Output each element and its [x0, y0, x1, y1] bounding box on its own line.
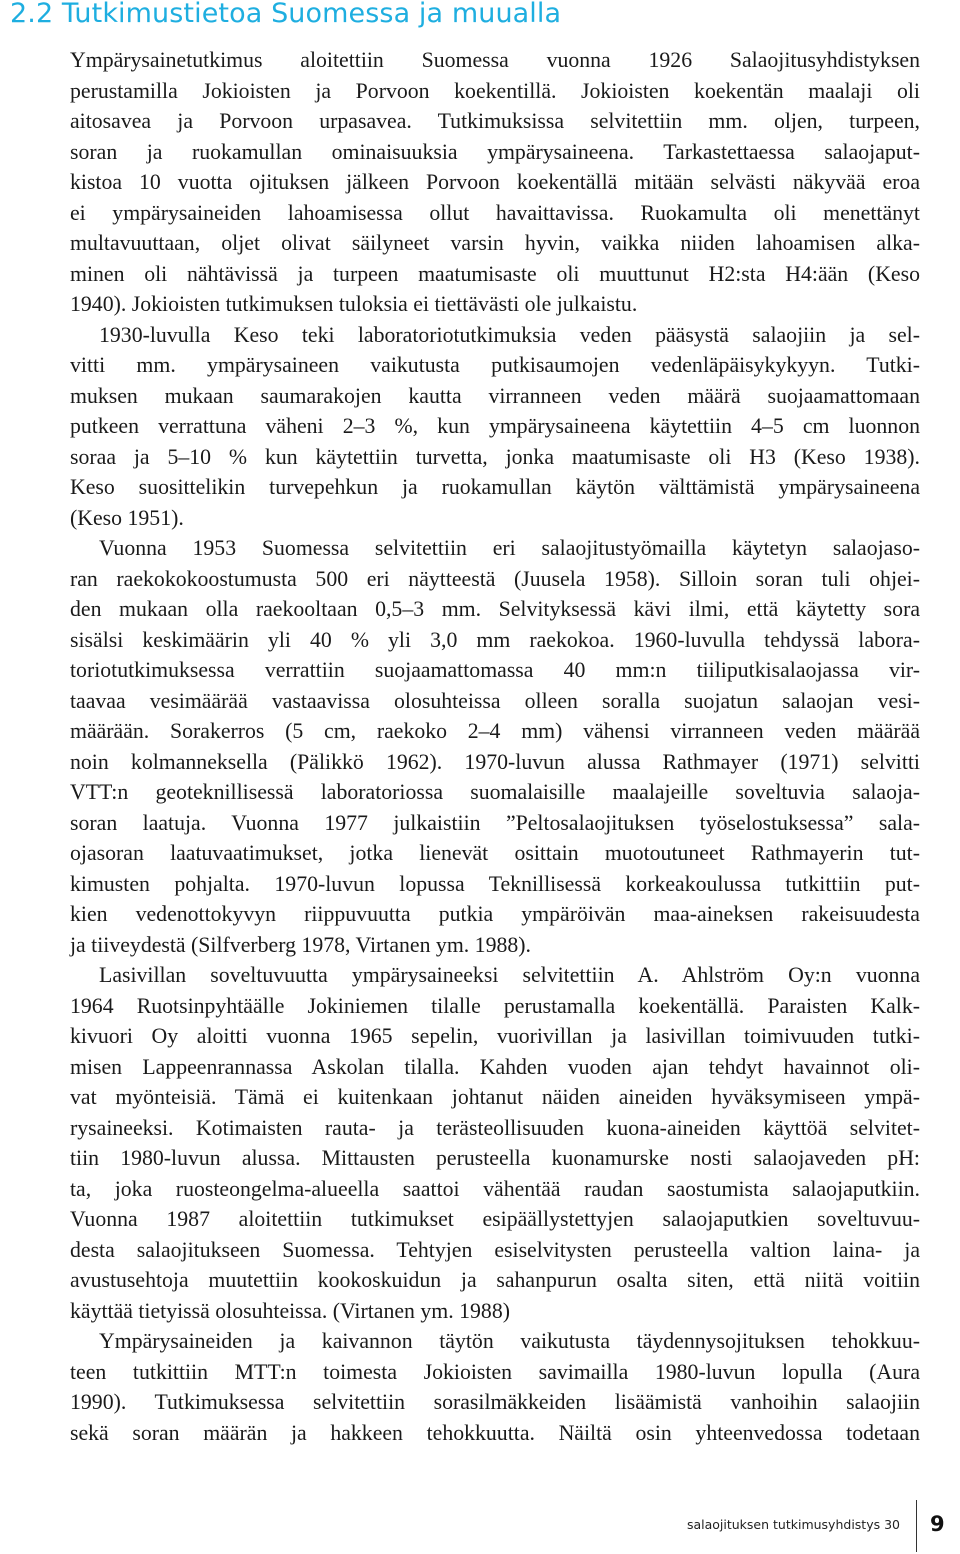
text-line: (Keso 1951).: [70, 505, 184, 530]
text-line: 1940). Jokioisten tutkimuksen tuloksia ei tiettävästi ole julkaistu.: [70, 292, 638, 316]
text-line: ojasoran laatuvaatimukset, jotka lienevät osittain muotoutuneet Rathmayerin tut-: [70, 841, 920, 865]
text-line: ei ympärysaineiden lahoamisessa ollut havaittavissa. Ruokamulta oli menettänyt: [70, 200, 920, 225]
text-line: muksen mukaan saumarakojen kautta virranneen veden määrä suojaamattomaan: [70, 383, 920, 408]
text-line: noin kolmanneksella (Pälikkö 1962). 1970-luvun alussa Rathmayer (1971) selvitti: [70, 749, 920, 774]
text-line: kimusten pohjalta. 1970-luvun lopussa Teknillisessä korkeakoulussa tutkittiin put-: [70, 871, 920, 896]
text-line: kien vedenottokyvyn riippuvuutta putkia ympäröivän maa-aineksen rakeisuudesta: [70, 902, 920, 926]
text-line: tiin 1980-luvun alussa. Mittausten perusteella kuonamurske nosti salaojaveden pH:: [70, 1146, 920, 1170]
text-line: toriotutkimuksessa verrattiin suojaamattomassa 40 mm:n tiiliputkisalaojassa vir-: [70, 658, 920, 682]
text-line: 1990). Tutkimuksessa selvitettiin sorasilmäkkeiden lisäämistä vanhoihin salaojiin: [70, 1390, 920, 1414]
text-line: vat myönteisiä. Tämä ei kuitenkaan johtanut näiden aineiden hyväksymiseen ympä-: [70, 1085, 920, 1109]
text-line: Ympärysaineiden ja kaivannon täytön vaikutusta täydennysojituksen tehokkuu-: [99, 1329, 920, 1353]
text-line: ran raekokokoostumusta 500 eri näytteestä (Juusela 1958). Silloin soran tuli ohjei-: [70, 566, 920, 591]
text-line: Vuonna 1953 Suomessa selvitettiin eri salaojitustyömailla käytetyn salaojaso-: [99, 536, 920, 560]
page-number: 9: [930, 1512, 945, 1536]
text-line: taavaa vesimäärää vastaavissa olosuhteissa olleen soralla suojatun salaojan vesi-: [70, 688, 920, 713]
text-line: VTT:n geoteknillisessä laboratoriossa suomalaisille maalajeille soveltuvia salaoja-: [70, 780, 920, 804]
text-line: minen oli nähtävissä ja turpeen maatumisaste oli muuttunut H2:sta H4:ään (Keso: [70, 261, 920, 286]
section-heading: 2.2 Tutkimustietoa Suomessa ja muualla: [10, 0, 562, 29]
text-line: soran ja ruokamullan ominaisuuksia ympärysaineena. Tarkastettaessa salaojaput-: [70, 139, 920, 164]
text-line: 1930-luvulla Keso teki laboratoriotutkimuksia veden pääsystä salaojiin ja sel-: [99, 322, 920, 347]
text-line: Vuonna 1987 aloitettiin tutkimukset esipäällystettyjen salaojaputkien soveltuvuu-: [70, 1207, 920, 1231]
text-line: avustusehtoja muutettiin kookoskuidun ja sahanpurun osalta siten, että niitä voitiin: [70, 1268, 920, 1292]
text-line: multavuuttaan, oljet olivat säilyneet varsin hyvin, vaikka niiden lahoamisen alka-: [70, 231, 920, 255]
text-line: soraa ja 5–10 % kun käytettiin turvetta, jonka maatumisaste oli H3 (Keso 1938).: [70, 444, 920, 469]
footer-publisher: salaojituksen tutkimusyhdistys 30: [686, 1517, 900, 1532]
text-line: kivuori Oy aloitti vuonna 1965 sepelin, vuorivillan ja lasivillan toimivuuden tutki-: [70, 1024, 920, 1048]
text-line: Ympärysainetutkimus aloitettiin Suomessa vuonna 1926 Salaojitusyhdistyksen: [70, 48, 920, 72]
text-line: ta, joka ruosteongelma-alueella saattoi vähentää raudan saostumista salaojaputkiin.: [70, 1176, 920, 1201]
body-text: [70, 45, 920, 1448]
text-line: aitosavea ja Porvoon urpasavea. Tutkimuksissa selvitettiin mm. oljen, turpeen,: [70, 109, 920, 133]
text-line: 1964 Ruotsinpyhtäälle Jokiniemen tilalle perustamalla koekentällä. Paraisten Kalk-: [70, 993, 920, 1018]
footer-divider: [916, 1500, 917, 1552]
text-line: misen Lappeenrannassa Askolan tilalla. Kahden vuoden ajan tehdyt havainnot oli-: [70, 1054, 920, 1079]
text-line: rysaineeksi. Kotimaisten rauta- ja terästeollisuuden kuona-aineiden käyttöä selvitet-: [70, 1115, 920, 1140]
text-line: putkeen verrattuna väheni 2–3 %, kun ympärysaineena käytettiin 4–5 cm luonnon: [70, 414, 920, 438]
text-line: käyttää tietyissä olosuhteissa. (Virtanen ym. 1988): [70, 1298, 510, 1323]
text-line: Keso suosittelikin turvepehkun ja ruokamullan käytön välttämistä ympärysaineena: [70, 475, 920, 499]
text-line: teen tutkittiin MTT:n toimesta Jokioisten savimailla 1980-luvun lopulla (Aura: [70, 1359, 920, 1384]
text-line: sisälsi keskimäärin yli 40 % yli 3,0 mm raekokoa. 1960-luvulla tehdyssä labora-: [70, 627, 920, 652]
text-line: kistoa 10 vuotta ojituksen jälkeen Porvoon koekentällä mitään selvästi näkyvää eroa: [70, 170, 920, 194]
text-line: vitti mm. ympärysaineen vaikutusta putkisaumojen vedenläpäisykykyyn. Tutki-: [70, 353, 920, 377]
text-line: ja tiiveydestä (Silfverberg 1978, Virtanen ym. 1988).: [70, 932, 531, 957]
text-line: määrään. Sorakerros (5 cm, raekoko 2–4 mm) vähensi virranneen veden määrää: [70, 719, 920, 743]
text-line: den mukaan olla raekooltaan 0,5–3 mm. Selvityksessä kävi ilmi, että käytetty sora: [70, 597, 920, 621]
text-line: soran laatuja. Vuonna 1977 julkaistiin ”Peltosalaojituksen työselostuksessa” sala-: [70, 810, 920, 835]
text-line: perustamilla Jokioisten ja Porvoon koekentillä. Jokioisten koekentän maalaji oli: [70, 78, 920, 103]
text-line: sekä soran määrän ja hakkeen tehokkuutta. Näiltä osin yhteenvedossa todetaan: [70, 1420, 920, 1445]
text-line: Lasivillan soveltuvuutta ympärysaineeksi selvitettiin A. Ahlström Oy:n vuonna: [99, 963, 920, 987]
text-line: desta salaojitukseen Suomessa. Tehtyjen esiselvitysten perusteella valtion laina- ja: [70, 1237, 920, 1262]
